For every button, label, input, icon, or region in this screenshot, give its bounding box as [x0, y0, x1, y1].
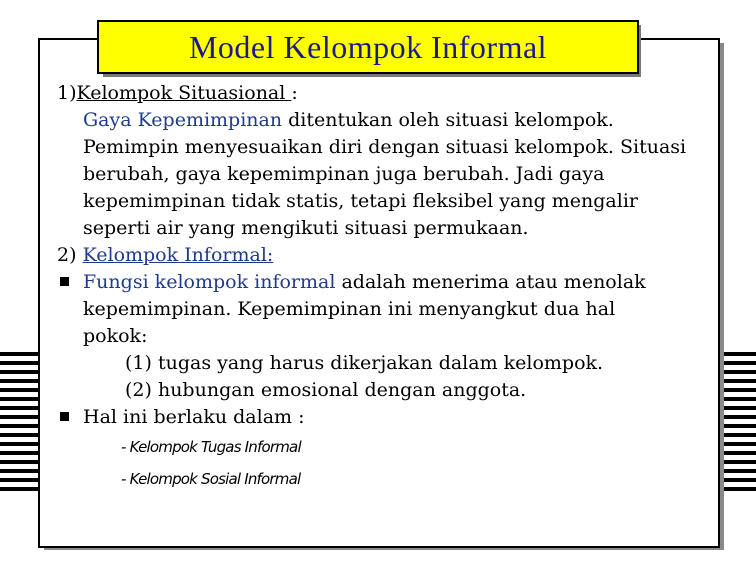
section2-heading — [57, 242, 727, 269]
left-stripe-decoration — [0, 352, 40, 494]
section1-colon: : — [291, 82, 298, 104]
list-item-1: (1) tugas yang harus dikerjakan dalam kelompok. — [125, 352, 604, 374]
section1-line4: kepemimpinan tidak statis, tetapi fleksibel yang mengalir — [83, 190, 638, 212]
section2-heading-text: Kelompok Informal: — [82, 244, 274, 266]
slide-title: Model Kelompok Informal — [188, 28, 548, 65]
section1-heading — [57, 80, 727, 107]
section1-line3: berubah, gaya kepemimpinan juga berubah. Jadi gaya — [83, 163, 605, 185]
section2-number: 2) — [57, 244, 77, 266]
bullet2-text: Hal ini berlaku dalam : — [83, 406, 305, 428]
section1-line1 — [57, 107, 727, 134]
section1-line1-highlight: Gaya Kepemimpinan — [83, 109, 283, 131]
section1-heading-text: Kelompok Situasional — [76, 82, 292, 104]
title-box — [97, 20, 639, 74]
bullet-square-icon — [60, 277, 69, 286]
bullet1-rest: adalah menerima atau menolak — [335, 271, 646, 293]
slide-content — [57, 80, 727, 495]
list-item-2: (2) hubungan emosional dengan anggota. — [125, 379, 527, 401]
bullet1-highlight: Fungsi kelompok informal — [83, 271, 336, 293]
bullet1-line2: kepemimpinan. Kepemimpinan ini menyangkut dua hal — [83, 298, 616, 320]
section1-line2: Pemimpin menyesuaikan diri dengan situasi kelompok. Situasi — [83, 136, 687, 158]
sub-item-2: - Kelompok Sosial Informal — [121, 470, 301, 488]
section1-line5: seperti air yang mengikuti situasi permukaan. — [83, 217, 529, 239]
sub-item-1: - Kelompok Tugas Informal — [121, 438, 301, 456]
section1-line1-rest: ditentukan oleh situasi kelompok. — [282, 109, 614, 131]
bullet-item-2 — [57, 404, 727, 431]
bullet-square-icon — [60, 412, 69, 421]
bullet-item-1 — [57, 269, 727, 296]
bullet1-line3: pokok: — [83, 325, 148, 347]
section1-number: 1) — [57, 82, 77, 104]
